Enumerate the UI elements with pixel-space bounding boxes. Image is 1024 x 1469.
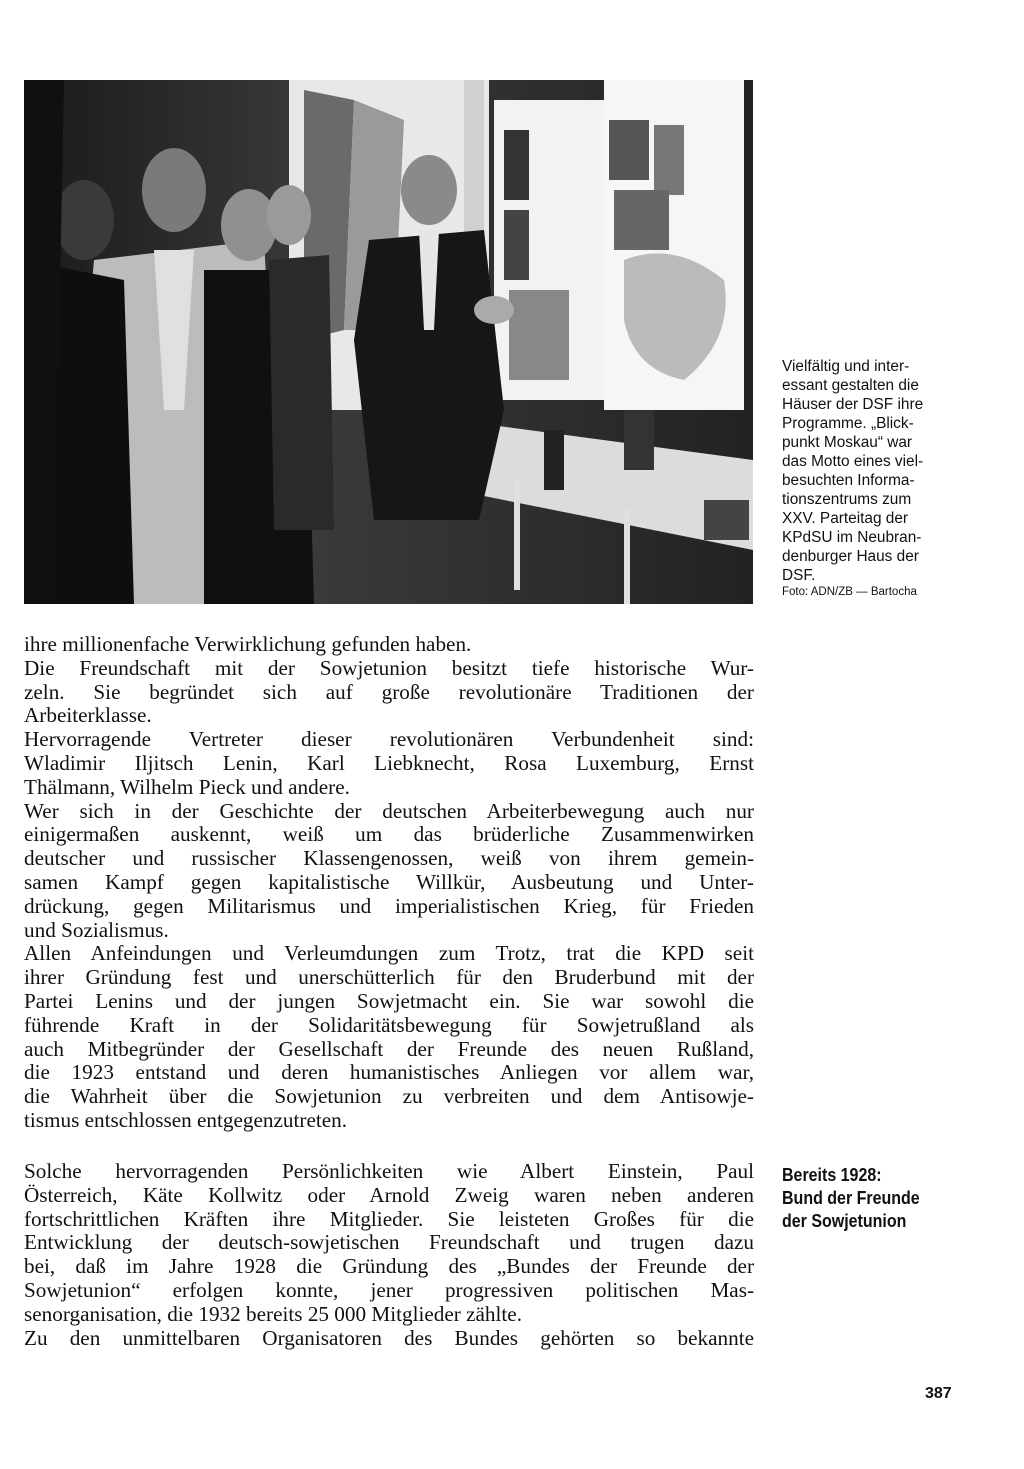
caption-line: denburger Haus der (782, 548, 919, 565)
page-number: 387 (925, 1385, 952, 1402)
text-line: Thälmann, Wilhelm Pieck und andere. (24, 774, 350, 799)
text-line: deutscher und russischer Klassengenossen, weiß von ihrem gemein- (24, 846, 754, 871)
text-line: Wer sich in der Geschichte der deutschen Arbeiterbewegung auch nur (24, 798, 754, 823)
text-line: fortschrittlichen Kräften ihre Mitglieder. Sie leisteten Großes für die (24, 1206, 754, 1231)
text-line: samen Kampf gegen kapitalistische Willkür, Ausbeutung und Unter- (24, 869, 754, 894)
text-line: führende Kraft in der Solidaritätsbewegung für Sowjetrußland als (24, 1012, 754, 1037)
text-line: bei, daß im Jahre 1928 die Gründung des „Bundes der Freunde der (24, 1254, 754, 1279)
text-line: und Sozialismus. (24, 917, 169, 942)
caption-line: Programme. „Blick- (782, 415, 914, 432)
text-line: einigermaßen auskennt, weiß um das brüderliche Zusammenwirken (24, 822, 754, 847)
heading-line: der Sowjetunion (782, 1210, 907, 1231)
body-text-section-1 (24, 633, 754, 1133)
text-line: senorganisation, die 1932 bereits 25 000 Mitglieder zählte. (24, 1301, 522, 1326)
text-line: Zu den unmittelbaren Organisatoren des Bundes gehörten so bekannte (24, 1325, 754, 1350)
text-line: ihre millionenfache Verwirklichung gefunden haben. (24, 632, 472, 656)
marginal-heading (782, 1163, 954, 1232)
caption-line: DSF. (782, 567, 816, 584)
text-line: Entwicklung der deutsch-sowjetischen Freundschaft und trugen dazu (24, 1230, 754, 1255)
text-line: Wladimir Iljitsch Lenin, Karl Liebknecht, Rosa Luxemburg, Ernst (24, 750, 754, 775)
text-line: auch Mitbegründer der Gesellschaft der Freunde des neuen Rußland, (24, 1036, 754, 1061)
photo-credit: Foto: ADN/ZB — Bartocha (782, 586, 917, 598)
text-line: ihrer Gründung fest und unerschütterlich für den Bruderbund mit der (24, 965, 754, 990)
text-line: Allen Anfeindungen und Verleumdungen zum Trotz, trat die KPD seit (24, 941, 754, 966)
caption-line: das Motto eines viel- (782, 453, 924, 470)
text-line: Arbeiterklasse. (24, 703, 152, 728)
text-line: tismus entschlossen entgegenzutreten. (24, 1107, 348, 1132)
caption-line: XXV. Parteitag der (782, 510, 909, 527)
text-line: Solche hervorragenden Persönlichkeiten wie Albert Einstein, Paul (24, 1159, 754, 1183)
caption-line: Häuser der DSF ihre (782, 396, 924, 413)
body-text-section-2 (24, 1160, 754, 1350)
text-line: Die Freundschaft mit der Sowjetunion besitzt tiefe historische Wur- (24, 655, 754, 680)
text-line: Hervorragende Vertreter dieser revolutionären Verbundenheit sind: (24, 727, 754, 752)
caption-line: Vielfältig und inter- (782, 358, 910, 375)
text-line: zeln. Sie begründet sich auf große revolutionäre Traditionen der (24, 679, 754, 704)
text-line: Partei Lenins und der jungen Sowjetmacht ein. Sie war sowohl die (24, 988, 754, 1013)
caption-line: tionszentrums zum (782, 491, 912, 508)
caption-line: KPdSU im Neubran- (782, 529, 922, 546)
photo-caption (782, 357, 957, 600)
caption-line: essant gestalten die (782, 377, 919, 394)
caption-line: besuchten Informa- (782, 472, 915, 489)
text-line: Österreich, Käte Kollwitz oder Arnold Zweig waren neben anderen (24, 1182, 754, 1207)
caption-line: punkt Moskau“ war (782, 434, 913, 451)
heading-line: Bund der Freunde (782, 1187, 920, 1208)
text-line: drückung, gegen Militarismus und imperialistischen Krieg, für Frieden (24, 893, 754, 918)
text-line: die Wahrheit über die Sowjetunion zu verbreiten und dem Antisowje- (24, 1084, 754, 1109)
text-line: Sowjetunion“ erfolgen konnte, jener progressiven politischen Mas- (24, 1277, 754, 1302)
exhibition-photo (24, 80, 753, 604)
heading-line: Bereits 1928: (782, 1164, 882, 1185)
text-line: die 1923 entstand und deren humanistisches Anliegen vor allem war, (24, 1060, 754, 1085)
